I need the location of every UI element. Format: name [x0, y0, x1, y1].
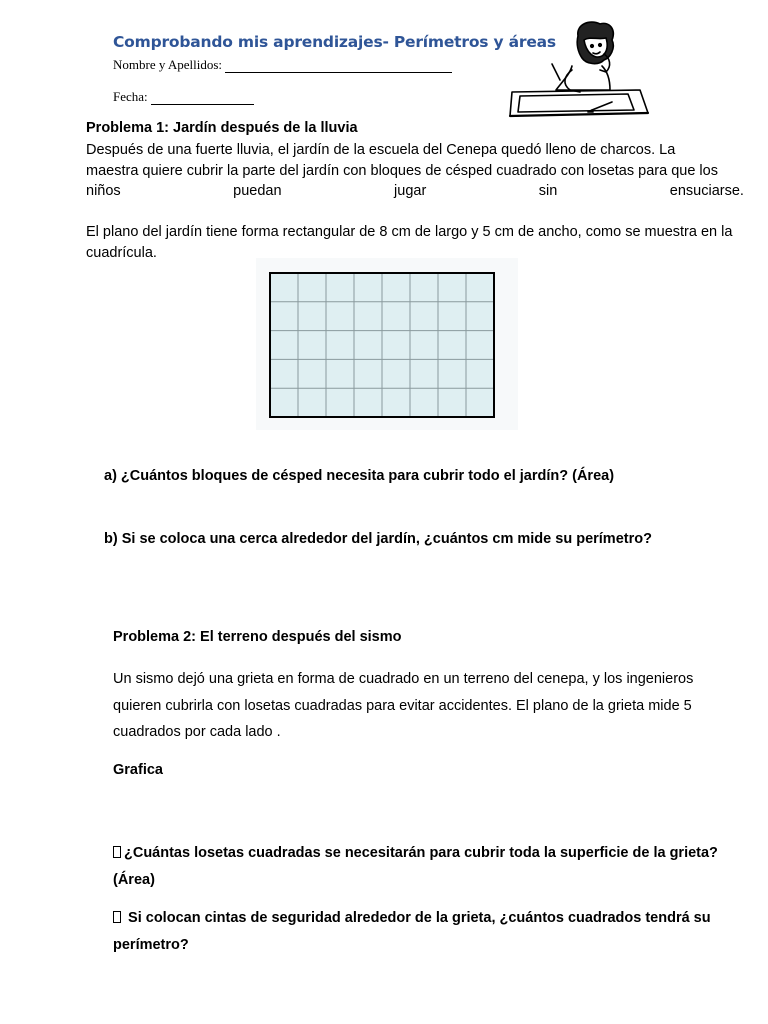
word: jugar: [394, 183, 427, 199]
name-blank-line: [225, 60, 452, 73]
paragraph-last-line: [86, 181, 744, 202]
question-b: b) Si se coloca una cerca alrededor del jardín, ¿cuántos cm mide su perímetro?: [104, 531, 652, 547]
problem-1-plan-description: El plano del jardín tiene forma rectangular de 8 cm de largo y 5 cm de ancho, como se muestra en la cuadrícula.: [86, 224, 733, 261]
word: niños: [86, 183, 121, 199]
missing-glyph-box-icon: [113, 846, 121, 858]
problem-1-heading: Problema 1: Jardín después de la lluvia: [86, 120, 358, 136]
word: ensuciarse.: [669, 183, 744, 199]
question-a: a) ¿Cuántos bloques de césped necesita para cubrir todo el jardín? (Área): [104, 468, 615, 484]
graph-label: Grafica: [113, 762, 163, 778]
word: puedan: [233, 183, 282, 199]
date-field: [113, 89, 254, 105]
question-text: ¿Cuántas losetas cuadradas se necesitarán para cubrir toda la superficie de la grieta? (Área): [113, 845, 718, 888]
name-label: Nombre y Apellidos:: [113, 57, 223, 72]
date-blank-line: [151, 92, 254, 105]
garden-grid: [256, 258, 518, 430]
child-writing-illustration: [500, 18, 655, 120]
worksheet-title: Comprobando mis aprendizajes- Perímetros y áreas: [113, 33, 556, 51]
paragraph-line: Después de una fuerte lluvia, el jardín de la escuela del Cenepa quedó lleno de charcos. La: [86, 142, 676, 158]
problem-2-heading: Problema 2: El terreno después del sismo: [113, 629, 402, 645]
name-field: [113, 57, 452, 73]
garden-grid-figure: [256, 258, 518, 430]
missing-glyph-box-icon: [113, 911, 121, 923]
problem-2-paragraph: Un sismo dejó una grieta en forma de cuadrado en un terreno del cenepa, y los ingenieros quieren cubrirla con losetas cuadradas para evitar accidentes. El plano de la grieta mide 5 cuadrados por cada lado .: [113, 671, 694, 740]
problem-1-paragraph: [86, 140, 744, 202]
date-label: Fecha:: [113, 89, 148, 104]
problem-2-question-perimeter: [113, 905, 723, 958]
paragraph-line: maestra quiere cubrir la parte del jardín con bloques de césped cuadrado con losetas para que los: [86, 162, 718, 179]
word: sin: [538, 183, 558, 199]
question-text: Si colocan cintas de seguridad alrededor de la grieta, ¿cuántos cuadrados tendrá su perímetro?: [113, 910, 711, 953]
problem-2-question-area: [113, 840, 723, 893]
